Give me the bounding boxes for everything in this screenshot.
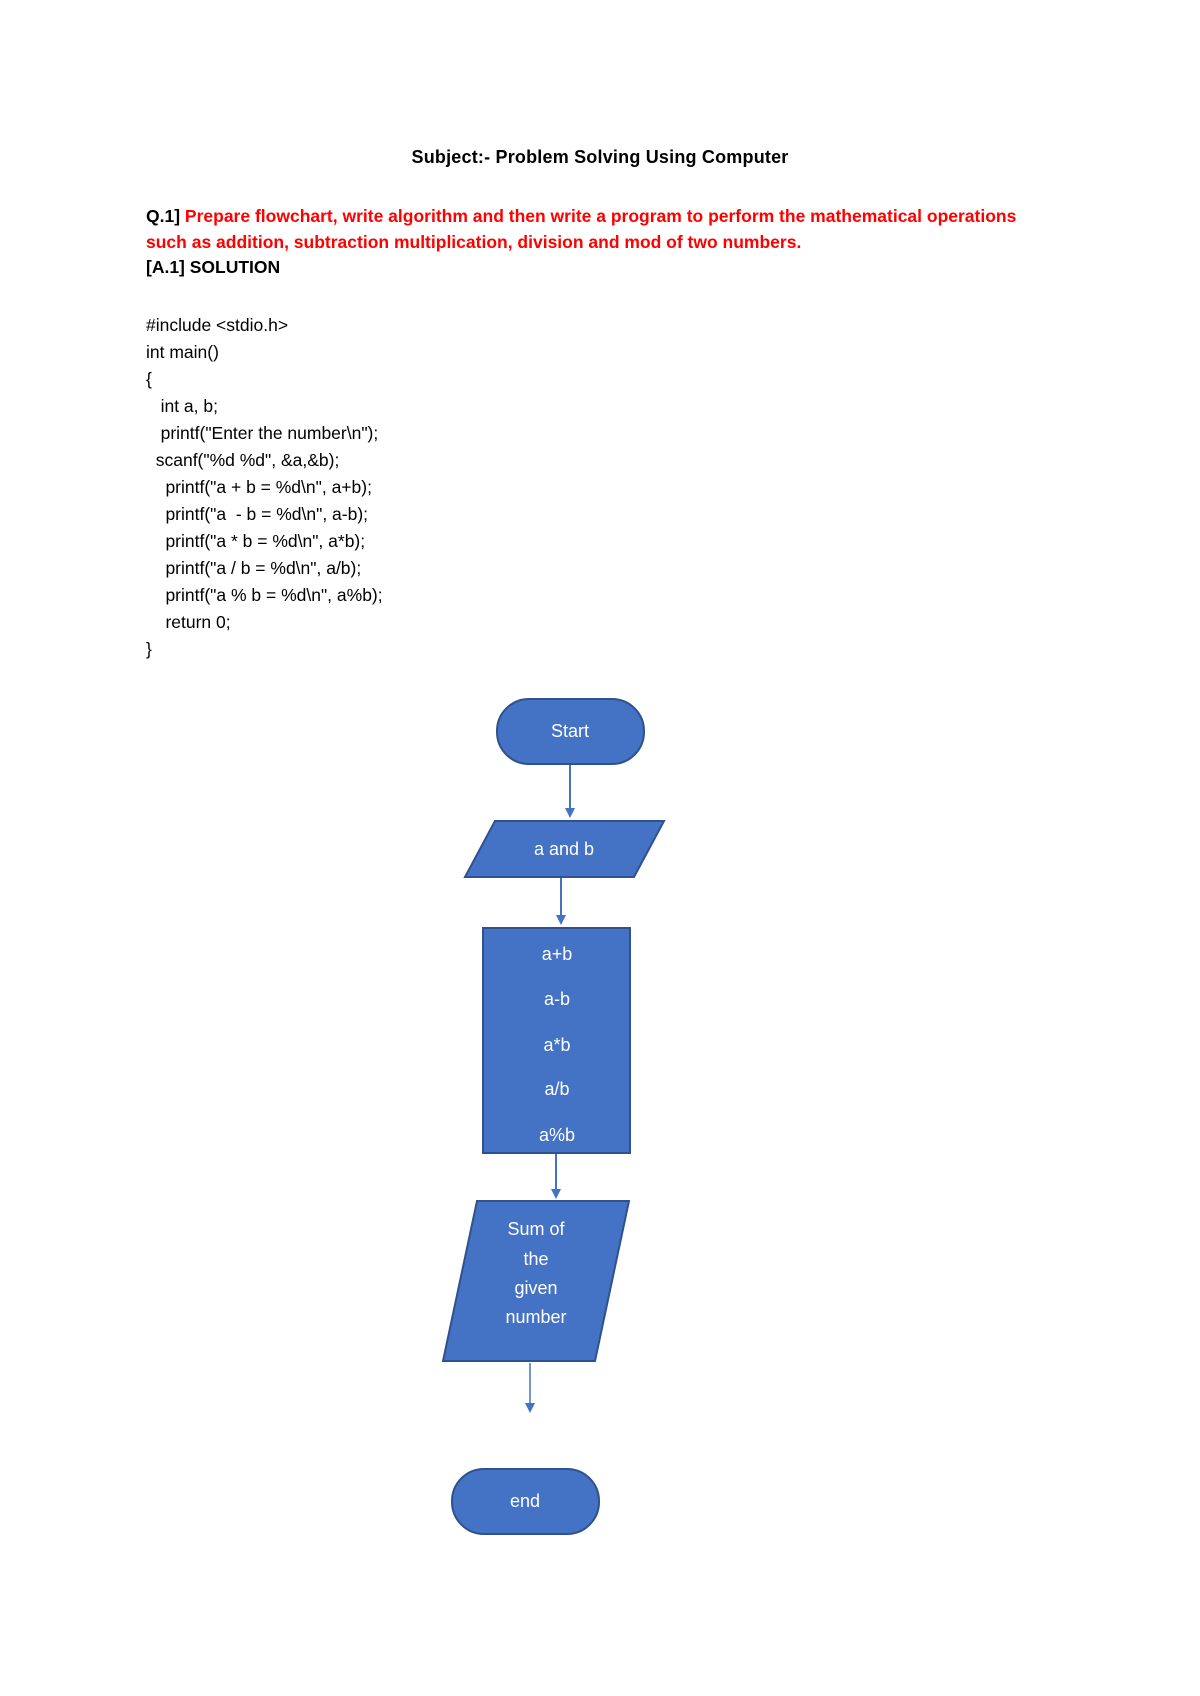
code-line: } (146, 639, 152, 659)
input-parallelogram (465, 821, 664, 877)
start-terminator (497, 699, 644, 764)
code-line: printf("a - b = %d\n", a-b); (146, 504, 369, 524)
question-number: Q.1] (146, 206, 181, 226)
code-line: int a, b; (146, 396, 218, 416)
code-line: printf("a % b = %d\n", a%b); (146, 585, 383, 605)
code-line: #include <stdio.h> (146, 315, 289, 335)
answer-heading: [A.1] SOLUTION (146, 257, 281, 277)
process-line: a-b (543, 989, 571, 1009)
process-line: a%b (538, 1125, 576, 1145)
process-box (483, 928, 630, 1153)
process-line: a/b (544, 1079, 570, 1099)
code-line: return 0; (146, 612, 231, 632)
input-label: a and b (533, 839, 595, 859)
code-line: { (146, 369, 152, 389)
code-line: int main() (146, 342, 219, 362)
code-line: printf("a / b = %d\n", a/b); (146, 558, 362, 578)
question-text: Prepare flowchart, write algorithm and then write a program to perform the mathematical operations such as addition, subtraction multiplication, division and mod of two numbers. (146, 206, 1017, 252)
output-line: number (505, 1307, 567, 1327)
process-line: a*b (543, 1035, 571, 1055)
output-line: given (514, 1278, 558, 1298)
code-line: printf("a * b = %d\n", a*b); (146, 531, 366, 551)
subject-heading: Subject:- Problem Solving Using Computer (411, 147, 789, 167)
end-terminator (452, 1469, 599, 1534)
output-line: Sum of (507, 1219, 565, 1239)
code-line: printf("a + b = %d\n", a+b); (146, 477, 372, 497)
code-line: printf("Enter the number\n"); (146, 423, 379, 443)
output-line: the (523, 1249, 549, 1269)
process-line: a+b (541, 944, 573, 964)
output-parallelogram (443, 1201, 629, 1361)
start-label: Start (550, 721, 590, 741)
code-line: scanf("%d %d", &a,&b); (146, 450, 340, 470)
end-label: end (509, 1491, 541, 1511)
